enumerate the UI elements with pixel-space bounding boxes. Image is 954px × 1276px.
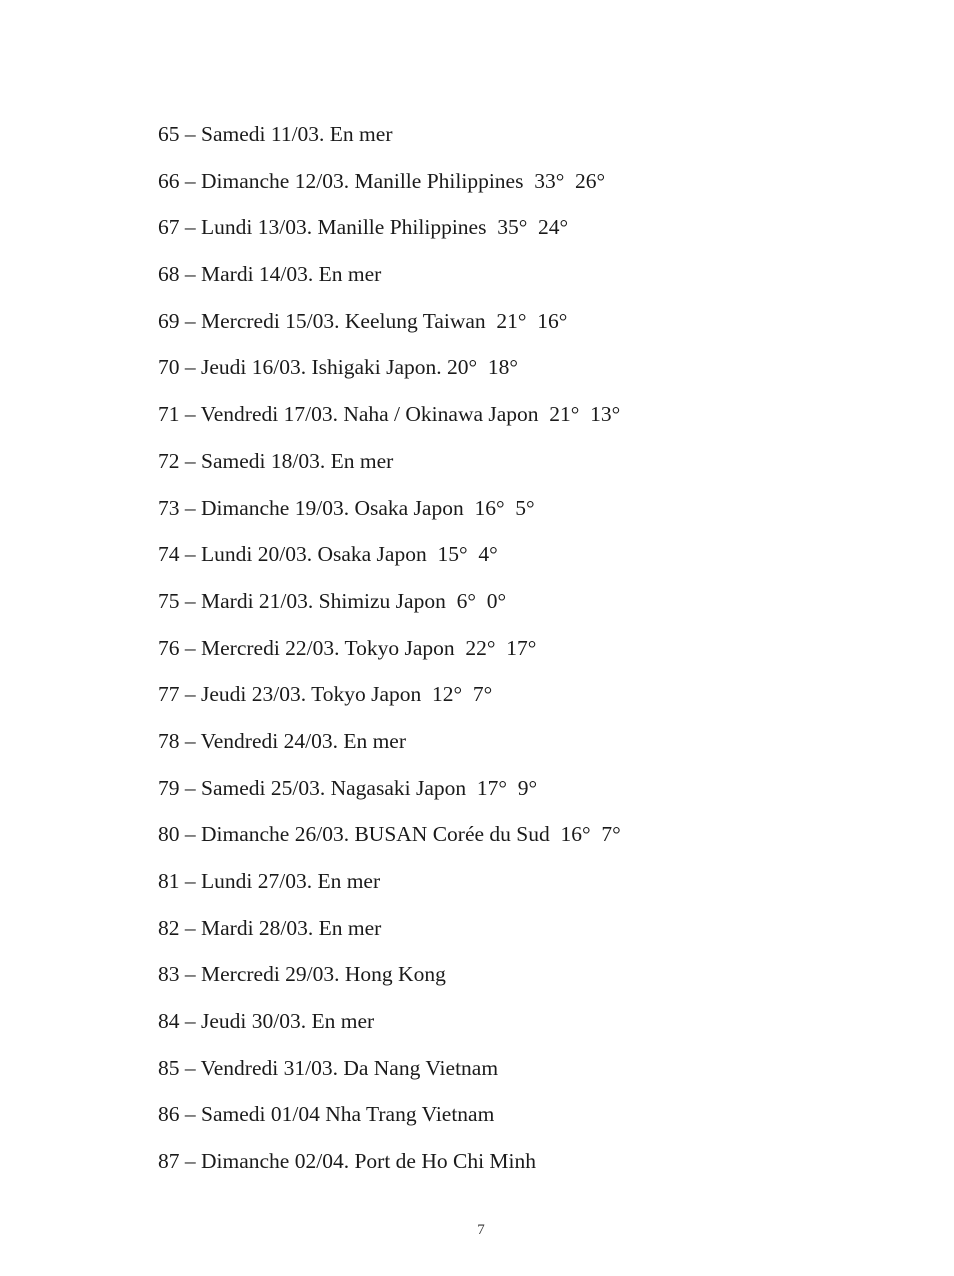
itinerary-entry: 72 – Samedi 18/03. En mer xyxy=(158,448,394,473)
itinerary-entry: 83 – Mercredi 29/03. Hong Kong xyxy=(158,962,446,987)
itinerary-entry: 87 – Dimanche 02/04. Port de Ho Chi Minh xyxy=(158,1149,537,1174)
page-number: 7 xyxy=(477,1222,485,1238)
itinerary-entry: 80 – Dimanche 26/03. BUSAN Corée du Sud 16° 7° xyxy=(158,822,621,847)
itinerary-entry: 70 – Jeudi 16/03. Ishigaki Japon. 20° 18° xyxy=(158,355,518,380)
itinerary-entry: 66 – Dimanche 12/03. Manille Philippines 33° 26° xyxy=(158,168,606,193)
itinerary-entry: 81 – Lundi 27/03. En mer xyxy=(158,869,381,893)
itinerary-entry: 73 – Dimanche 19/03. Osaka Japon 16° 5° xyxy=(158,495,535,520)
itinerary-list xyxy=(158,116,621,1190)
itinerary-entry: 68 – Mardi 14/03. En mer xyxy=(158,262,382,287)
itinerary-entry: 76 – Mercredi 22/03. Tokyo Japon 22° 17° xyxy=(158,635,537,660)
itinerary-entry: 82 – Mardi 28/03. En mer xyxy=(158,915,382,940)
itinerary-entry: 85 – Vendredi 31/03. Da Nang Vietnam xyxy=(158,1055,499,1080)
itinerary-entry: 86 – Samedi 01/04 Nha Trang Vietnam xyxy=(158,1102,495,1127)
itinerary-entry: 71 – Vendredi 17/03. Naha / Okinawa Japon 21° 13° xyxy=(158,402,621,427)
itinerary-entry: 79 – Samedi 25/03. Nagasaki Japon 17° 9° xyxy=(158,775,538,800)
itinerary-entry: 77 – Jeudi 23/03. Tokyo Japon 12° 7° xyxy=(158,682,493,707)
itinerary-entry: 69 – Mercredi 15/03. Keelung Taiwan 21° 16° xyxy=(158,308,568,333)
itinerary-entry: 84 – Jeudi 30/03. En mer xyxy=(158,1009,375,1034)
itinerary-entry: 74 – Lundi 20/03. Osaka Japon 15° 4° xyxy=(158,542,498,567)
itinerary-entry: 65 – Samedi 11/03. En mer xyxy=(158,122,393,146)
itinerary-entry: 75 – Mardi 21/03. Shimizu Japon 6° 0° xyxy=(158,588,507,613)
itinerary-entry: 67 – Lundi 13/03. Manille Philippines 35° 24° xyxy=(158,215,569,240)
itinerary-entry: 78 – Vendredi 24/03. En mer xyxy=(158,728,407,753)
